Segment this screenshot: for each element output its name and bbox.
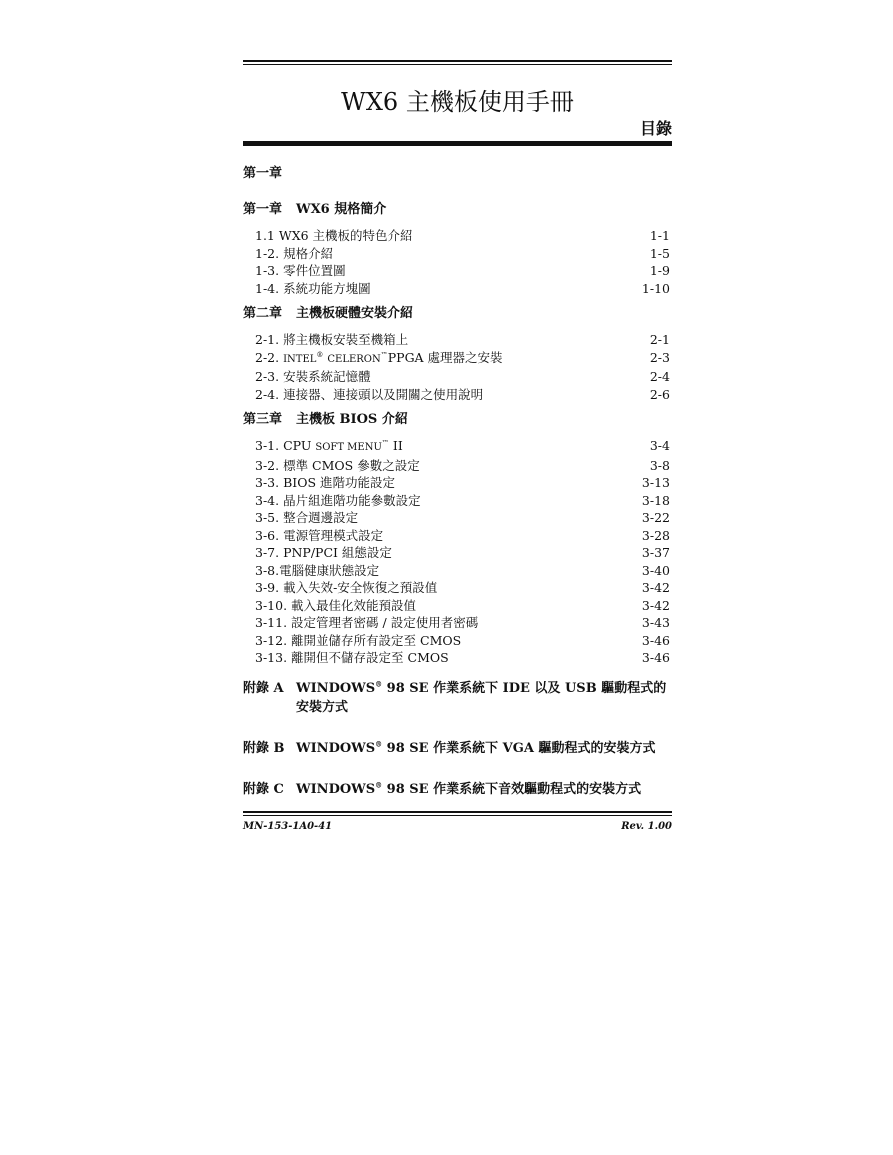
entry-label xyxy=(255,349,503,369)
chapter-title: 主機板硬體安裝介紹 xyxy=(296,306,414,321)
toc-label: 目錄 xyxy=(639,119,672,138)
entry-label: 3-2. 標準 CMOS 參數之設定 xyxy=(255,457,420,473)
toc-entry[interactable] xyxy=(243,245,672,263)
toc-entry[interactable] xyxy=(243,457,672,475)
entry-page: 1-5 xyxy=(649,245,670,261)
top-rule xyxy=(243,60,672,65)
chapter-heading xyxy=(243,305,672,323)
chapter-title: WX6 規格簡介 xyxy=(296,202,387,217)
appendix-b[interactable] xyxy=(243,739,672,758)
entry-label-part: II xyxy=(388,438,403,453)
entry-label-part: INTEL xyxy=(283,353,317,365)
appendix-title-part: WINDOWS xyxy=(296,680,376,696)
chapter-title: 主機板 BIOS 介紹 xyxy=(296,412,408,427)
entry-label: 2-4. 連接器、連接頭以及開關之使用說明 xyxy=(255,386,484,402)
toc-entry[interactable] xyxy=(243,544,672,562)
entry-page: 1-9 xyxy=(649,263,670,278)
entry-label-part: 2-2. xyxy=(255,349,284,365)
appendix-title-part: 98 SE 作業系統下 VGA 驅動程式的安裝方式 xyxy=(382,740,656,756)
entry-label-part: 3-1. CPU xyxy=(255,438,316,453)
document-number: MN-153-1A0-41 xyxy=(243,820,333,832)
toc-entry[interactable] xyxy=(243,614,672,632)
appendix-title xyxy=(296,739,672,758)
chapter-top-label: 第一章 xyxy=(243,166,283,181)
entry-page: 1-1 xyxy=(649,228,670,243)
entry-page: 3-4 xyxy=(649,438,670,453)
footer-rule xyxy=(243,811,672,816)
appendix-title-part: WINDOWS xyxy=(296,740,376,756)
toc-entry[interactable] xyxy=(243,280,672,298)
appendix-a[interactable] xyxy=(243,679,672,717)
entry-page: 3-13 xyxy=(641,475,670,490)
chapter-entries xyxy=(243,227,672,297)
toc-entry[interactable] xyxy=(243,386,672,404)
entry-page: 3-46 xyxy=(641,632,670,648)
entry-page: 3-37 xyxy=(641,545,670,560)
registered-mark: ® xyxy=(375,679,383,689)
entry-label-part: CELERON xyxy=(327,353,381,365)
toc-entry[interactable] xyxy=(243,492,672,510)
entry-label-part: PPGA 處理器之安裝 xyxy=(387,349,503,365)
entry-page: 3-43 xyxy=(641,615,670,630)
toc-entry[interactable] xyxy=(243,649,672,667)
revision-label: Rev. 1.00 xyxy=(621,820,672,832)
entry-page: 3-46 xyxy=(641,650,670,665)
toc-entry[interactable] xyxy=(243,349,672,369)
appendix-key: 附錄 B xyxy=(243,740,285,756)
registered-mark: ® xyxy=(316,350,324,359)
appendix-key: 附錄 C xyxy=(243,781,284,797)
entry-label: 3-4. 晶片組進階功能參數設定 xyxy=(255,492,421,508)
appendix-title-part: WINDOWS xyxy=(296,781,376,797)
entry-page: 3-8 xyxy=(649,457,670,473)
entry-label: 3-8.電腦健康狀態設定 xyxy=(255,562,380,578)
entry-label: 3-3. BIOS 進階功能設定 xyxy=(255,475,395,490)
toc-entry[interactable] xyxy=(243,579,672,597)
registered-mark: ® xyxy=(375,739,383,749)
appendix-c[interactable] xyxy=(243,780,672,799)
manual-page xyxy=(243,60,672,832)
entry-label: 1-3. 零件位置圖 xyxy=(255,263,346,278)
chapter-entries xyxy=(243,437,672,667)
entry-label xyxy=(255,437,403,457)
toc-entry[interactable] xyxy=(243,562,672,580)
entry-label-part: SOFT MENU xyxy=(315,442,382,453)
entry-label: 3-10. 載入最佳化效能預設值 xyxy=(255,597,417,613)
entry-label: 3-9. 載入失效-安全恢復之預設值 xyxy=(255,580,438,595)
chapter-entries xyxy=(243,331,672,403)
entry-page: 3-28 xyxy=(641,527,670,543)
entry-label: 2-1. 將主機板安裝至機箱上 xyxy=(255,332,409,347)
entry-label: 3-11. 設定管理者密碼 / 設定使用者密碼 xyxy=(255,615,479,630)
chapter-number: 第一章 xyxy=(243,202,283,217)
toc-entry[interactable] xyxy=(243,509,672,527)
chapter-heading xyxy=(243,201,672,219)
entry-page: 2-3 xyxy=(649,349,670,365)
entry-page: 3-22 xyxy=(641,510,670,525)
entry-label: 3-6. 電源管理模式設定 xyxy=(255,527,384,543)
chapter-number: 第三章 xyxy=(243,412,283,427)
toc-entry[interactable] xyxy=(243,474,672,492)
chapter-number: 第二章 xyxy=(243,306,283,321)
toc-entry[interactable] xyxy=(243,368,672,386)
toc-entry[interactable] xyxy=(243,597,672,615)
entry-page: 3-18 xyxy=(641,492,670,508)
trademark-mark: ™ xyxy=(380,350,388,359)
entry-label: 3-12. 離開並儲存所有設定至 CMOS xyxy=(255,632,462,648)
entry-label: 1-4. 系統功能方塊圖 xyxy=(255,280,371,296)
appendix-title-part: 98 SE 作業系統下音效驅動程式的安裝方式 xyxy=(382,781,642,797)
page-title: WX6 主機板使用手冊 xyxy=(341,88,574,116)
toc-entry[interactable] xyxy=(243,262,672,280)
toc-entry[interactable] xyxy=(243,437,672,457)
toc-entry[interactable] xyxy=(243,632,672,650)
trademark-mark: ™ xyxy=(381,438,389,447)
toc-entry[interactable] xyxy=(243,227,672,245)
entry-page: 2-4 xyxy=(649,369,670,384)
entry-label: 1-2. 規格介紹 xyxy=(255,245,334,261)
entry-label: 3-7. PNP/PCI 組態設定 xyxy=(255,545,392,560)
entry-label: 3-13. 離開但不儲存設定至 CMOS xyxy=(255,650,449,665)
page-footer xyxy=(243,821,672,832)
toc-entry[interactable] xyxy=(243,527,672,545)
toc-entry[interactable] xyxy=(243,331,672,349)
entry-page: 2-6 xyxy=(649,386,670,402)
appendix-title xyxy=(296,780,672,799)
entry-page: 3-40 xyxy=(641,562,670,578)
entry-page: 2-1 xyxy=(649,332,670,347)
chapter-heading xyxy=(243,411,672,429)
appendix-title xyxy=(296,679,672,717)
appendix-title-part: 98 SE 作業系統下 IDE 以及 USB 驅動程式的安裝方式 xyxy=(296,680,667,715)
appendix-key: 附錄 A xyxy=(243,680,284,696)
registered-mark: ® xyxy=(375,780,383,790)
title-rule xyxy=(243,141,672,146)
entry-page: 3-42 xyxy=(641,580,670,595)
entry-page: 1-10 xyxy=(641,280,670,296)
entry-label: 3-5. 整合週邊設定 xyxy=(255,510,359,525)
entry-page: 3-42 xyxy=(641,597,670,613)
entry-label: 1.1 WX6 主機板的特色介紹 xyxy=(255,228,413,243)
entry-label: 2-3. 安裝系統記憶體 xyxy=(255,369,371,384)
